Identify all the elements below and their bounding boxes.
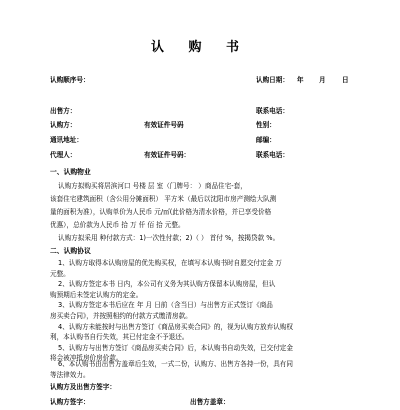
section1-line3: 量的面积为准），认购单价为人民币 元/㎡(此价格为清水价格，并已享受价格 bbox=[50, 208, 272, 216]
date-label: 认购日期： bbox=[256, 76, 289, 84]
seller-label: 出售方： bbox=[50, 107, 77, 115]
agreement-5-line2: 将会被冲抵房价房价款。 bbox=[50, 354, 123, 363]
agreement-3-line2: 房买卖合同》，并按照相约的付款方式缴清房款。 bbox=[50, 312, 192, 320]
section2-heading: 二、认购协议 bbox=[50, 247, 91, 255]
section1-line5: 认购方拟采用 种付款方式：1)一次性付款；2)（ ） 首付 %，按揭贷款 %。 bbox=[58, 234, 280, 242]
address-label: 通讯地址： bbox=[50, 136, 83, 144]
agreement-2-line2: 购预期后未签定认购方的定金。 bbox=[50, 290, 143, 299]
agreement-2-line1: 2、认购方签定本书 日内，本公司有义务为其认购方保留本认购房屋，但认 bbox=[58, 280, 276, 289]
section1-heading: 一、认购物业 bbox=[50, 168, 91, 176]
agent-label: 代理人： bbox=[50, 151, 77, 159]
agreement-1-line2: 元整。 bbox=[50, 269, 70, 278]
contact-phone-label: 联系电话： bbox=[256, 107, 289, 115]
agreement-5-line1: 5、认购方与出售方签订《商品房买卖合同》后，本认购书自动失效，已交付定金 bbox=[58, 343, 293, 352]
postcode-label: 邮编： bbox=[256, 136, 276, 144]
signature-read-line: 认购方及出售方签字： bbox=[50, 383, 116, 391]
agreement-6-line2: 等法律效力。 bbox=[50, 371, 90, 379]
section1-line2: 该套住宅建筑面积（含公用分摊面积） 平方米（最后以沈阳市房产测绘大队测 bbox=[50, 195, 277, 203]
year-label: 年 bbox=[297, 76, 304, 84]
buyer-label: 认购方： bbox=[50, 121, 77, 129]
buyer-sign-label: 认购方签字： bbox=[50, 398, 90, 406]
document-title: 认 购 书 bbox=[150, 40, 250, 55]
section1-line4: 优惠），总价款为人民币 拾 万 仟 佰 拾 元整。 bbox=[50, 221, 185, 229]
agreement-6-line1: 6、本认购书由出售方盖章后生效，一式二份，认购方、出售方各持一份，具有同 bbox=[58, 360, 293, 368]
agent-phone-label: 联系电话： bbox=[256, 151, 289, 159]
agreement-3-line1: 3、认购方签定本书后应在 年 月 日前（含当日）与出售方正式签订《商品 bbox=[58, 301, 273, 310]
agent-id-label: 有效证件号码： bbox=[144, 151, 191, 159]
agreement-4-line1: 4、认购方未能按时与出售方签订《商品房买卖合同》的，视为认购方放弃认购权 bbox=[58, 322, 293, 331]
month-label: 月 bbox=[319, 76, 326, 84]
order-no-label: 认购顺序号： bbox=[50, 76, 90, 84]
day-label: 日 bbox=[342, 76, 349, 84]
agreement-1-line1: 1、认购方取得本认购房屋的优先购买权，在填写本认购书时自愿交付定金 万 bbox=[58, 259, 282, 267]
seller-sign-label: 出售方盖章： bbox=[190, 398, 230, 406]
section1-line1: 认购方拟购买将居滨河口 号楼 层 室（门牌号： ）商品住宅-套， bbox=[58, 182, 247, 190]
gender-label: 性别： bbox=[256, 121, 276, 129]
agreement-4-line2: 利，本认购书自行失效，其已付定金不予退还。 bbox=[50, 333, 189, 342]
buyer-id-label: 有效证件号码 bbox=[144, 121, 184, 129]
